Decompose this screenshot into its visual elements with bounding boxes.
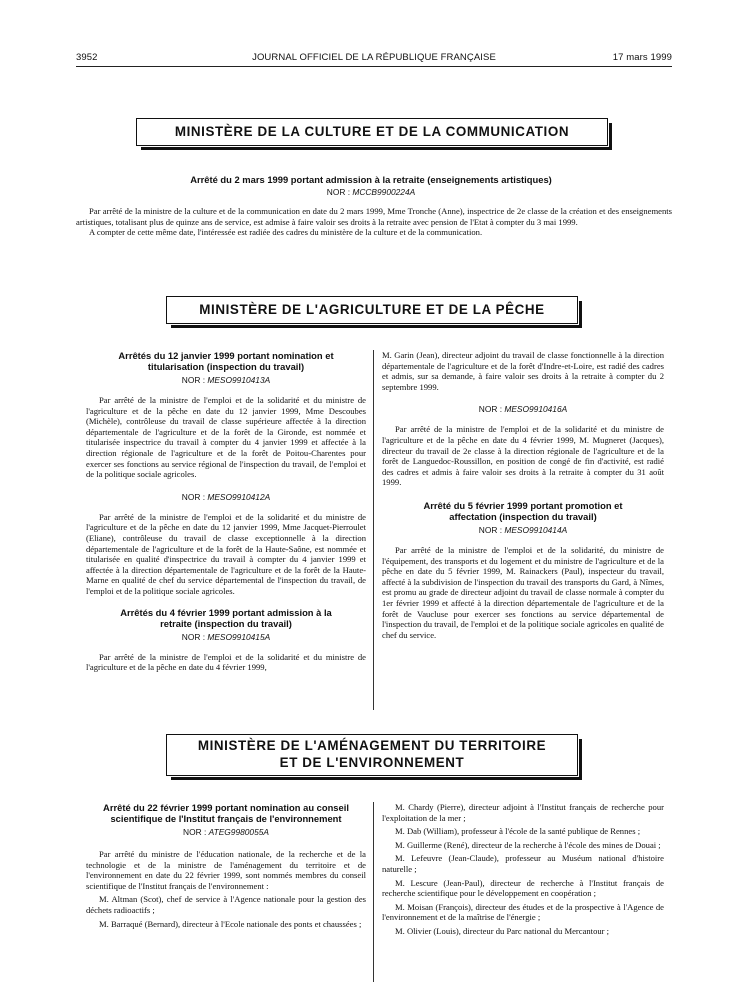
header-rule	[76, 66, 672, 67]
paragraph: Par arrêté de la ministre de l'emploi et de la solidarité et du ministre de l'agriculture et de la pêche en date du 4 février 1999,	[86, 651, 366, 673]
paragraph: Par arrêté de la ministre de l'emploi et de la solidarité et du ministre de l'agriculture et de la pêche en date du 12 janvier 1999, Mme Descoubes (Michèle), contrôleuse du travail de classe supérieure affectée à la direction départementale de l'agriculture et de la forêt de la Gironde, est nommée et titularisée inspectrice du travail à compter du 4 janvier 1999 et affectée à la direction régionale de l'agriculture et de la forêt de Poitou-Charentes pour exercer ses fonctions au service régional de l'inspection du travail, de l'emploi et de la politique sociale agricoles.	[86, 395, 366, 480]
decree-title: Arrêté du 22 février 1999 portant nomination au conseil scientifique de l'Institut français de l'environnement	[103, 802, 349, 824]
journal-title: JOURNAL OFFICIEL DE LA RÉPUBLIQUE FRANÇAISE	[252, 52, 496, 63]
list-item: M. Moisan (François), directeur des études et de la prospective à l'Agence de l'environnement et de la maîtrise de l'énergie ;	[382, 901, 664, 923]
ministry-box-agriculture	[166, 296, 578, 324]
list-item: M. Barraqué (Bernard), directeur à l'Ecole nationale des ponts et chaussées ;	[99, 918, 362, 929]
nor-reference: NOR : MCCB9900224A	[326, 187, 416, 197]
paragraph: M. Garin (Jean), directeur adjoint du travail de classe fonctionnelle à la direction départementale de l'agriculture et de la forêt d'Indre-et-Loire, est radié des cadres et admis, sur sa demande, à faire valoir ses droits à la retraite à compter du 2 septembre 1999.	[382, 350, 664, 392]
ministry-box-environment	[166, 734, 578, 776]
paragraph: Par arrêté de la ministre de l'emploi et de la solidarité et du ministre de l'agriculture et de la pêche en date du 12 janvier 1999, Mme Jacquet-Pierroulet (Eliane), contrôleuse du travail de classe exceptionnelle à la direction départementale de l'agriculture et de la forêt de la Haute-Saône, est nommée et titularisée en qualité d'inspectrice du travail à compter du 4 janvier 1999 et affectée à la direction départementale de l'agriculture et de la forêt de la Haute-Marne en qualité de chef du service départemental de l'inspection du travail, de l'emploi et de la politique sociale agricoles.	[86, 511, 366, 596]
left-column	[86, 802, 366, 932]
list-item: M. Olivier (Louis), directeur du Parc national du Mercantour ;	[395, 925, 610, 936]
decree-title: Arrêté du 5 février 1999 portant promotion et affectation (inspection du travail)	[423, 499, 623, 522]
ministry-title: ET DE L'ENVIRONNEMENT	[279, 755, 465, 770]
ministry-title: MINISTÈRE DE L'AGRICULTURE ET DE LA PÊCHE	[199, 302, 545, 317]
list-item: M. Guillerme (René), directeur de la recherche à l'école des mines de Douai ;	[395, 839, 661, 850]
list-item: M. Altman (Scot), chef de service à l'Agence nationale pour la gestion des déchets radioactifs ;	[86, 894, 366, 915]
paragraph: Par arrêté de la ministre de la culture et de la communication en date du 2 mars 1999, Mme Tronche (Anne), inspectrice de 2e classe de la création et des enseignements artistiques, totalisant plus de quinze ans de service, est admise à faire valoir ses droits à la retraite avec pension de l'Etat à compter du 3 mai 1999.	[76, 206, 672, 227]
paragraph: Par arrêté de la ministre de l'emploi et de la solidarité et du ministre de l'agriculture et de la pêche en date du 4 février 1999, M. Mugneret (Jacques), directeur du travail de 2e classe à la direction régionale de l'agriculture et de la forêt de Languedoc-Roussillon, en position de congé de fin d'activité, est radié des cadres et admis à faire valoir ses droits à la retraite à compter du 31 août 1999.	[382, 424, 664, 488]
column-divider	[373, 802, 374, 982]
list-item: M. Chardy (Pierre), directeur adjoint à l'Institut français de recherche pour l'exploitation de la mer ;	[382, 802, 664, 823]
issue-date: 17 mars 1999	[612, 52, 672, 63]
ministry-box-culture	[136, 118, 608, 146]
decree-title: Arrêté du 2 mars 1999 portant admission à la retraite (enseignements artistiques)	[190, 174, 552, 185]
ministry-title: MINISTÈRE DE L'AMÉNAGEMENT DU TERRITOIRE	[197, 738, 547, 753]
paragraph: Par arrêté du ministre de l'éducation nationale, de la recherche et de la technologie et de la ministre de l'aménagement du territoire et de l'environnement en date du 22 février 1999, sont nommés membres du conseil scientifique de l'Institut français de l'environnement :	[86, 849, 366, 891]
page-number: 3952	[76, 52, 98, 63]
decree-title: Arrêtés du 4 février 1999 portant admission à la retraite (inspection du travail)	[120, 606, 332, 629]
list-item: M. Dab (William), professeur à l'école de la santé publique de Rennes ;	[395, 826, 641, 837]
nor-reference: NOR : MESO9910412A	[181, 491, 271, 502]
column-divider	[373, 350, 374, 710]
left-column	[86, 350, 366, 673]
decree-title: Arrêtés du 12 janvier 1999 portant nomination et titularisation (inspection du travail)	[118, 350, 334, 372]
nor-reference: NOR : MESO9910416A	[478, 404, 568, 415]
right-column	[382, 350, 664, 640]
nor-reference: NOR : ATEG9980055A	[183, 827, 269, 837]
nor-reference: NOR : MESO9910414A	[478, 524, 568, 535]
paragraph: A compter de cette même date, l'intéressée est radiée des cadres du ministère de la culture et de la communication.	[89, 227, 483, 238]
decree-body	[76, 206, 672, 238]
ministry-title: MINISTÈRE DE LA CULTURE ET DE LA COMMUNICATION	[174, 124, 570, 139]
nor-reference: NOR : MESO9910413A	[181, 375, 271, 385]
list-item: M. Lefeuvre (Jean-Claude), professeur au Muséum national d'histoire naturelle ;	[382, 853, 664, 874]
right-column	[382, 802, 664, 940]
nor-reference: NOR : MESO9910415A	[181, 631, 271, 642]
paragraph: Par arrêté de la ministre de l'emploi et de la solidarité, du ministre de l'équipement, des transports et du logement et du ministre de l'agriculture et de la pêche en date du 5 février 1999, M. Rainackers (Paul), inspecteur du travail, affecté à la subdivision de l'inspection du travail des transports du Gard, à Nîmes, est promu au grade de directeur adjoint du travail de classe normale à compter du 1er février 1999 et affecté à la direction départementale de l'agriculture et de la forêt de Vaucluse pour exercer ses fonctions au service départemental de l'inspection du travail, de l'emploi et de la politique sociale agricoles en qualité de chef du service.	[382, 544, 664, 640]
list-item: M. Lescure (Jean-Paul), directeur de recherche à l'Institut français de recherche scientifique pour le développement en coopération ;	[382, 877, 664, 899]
